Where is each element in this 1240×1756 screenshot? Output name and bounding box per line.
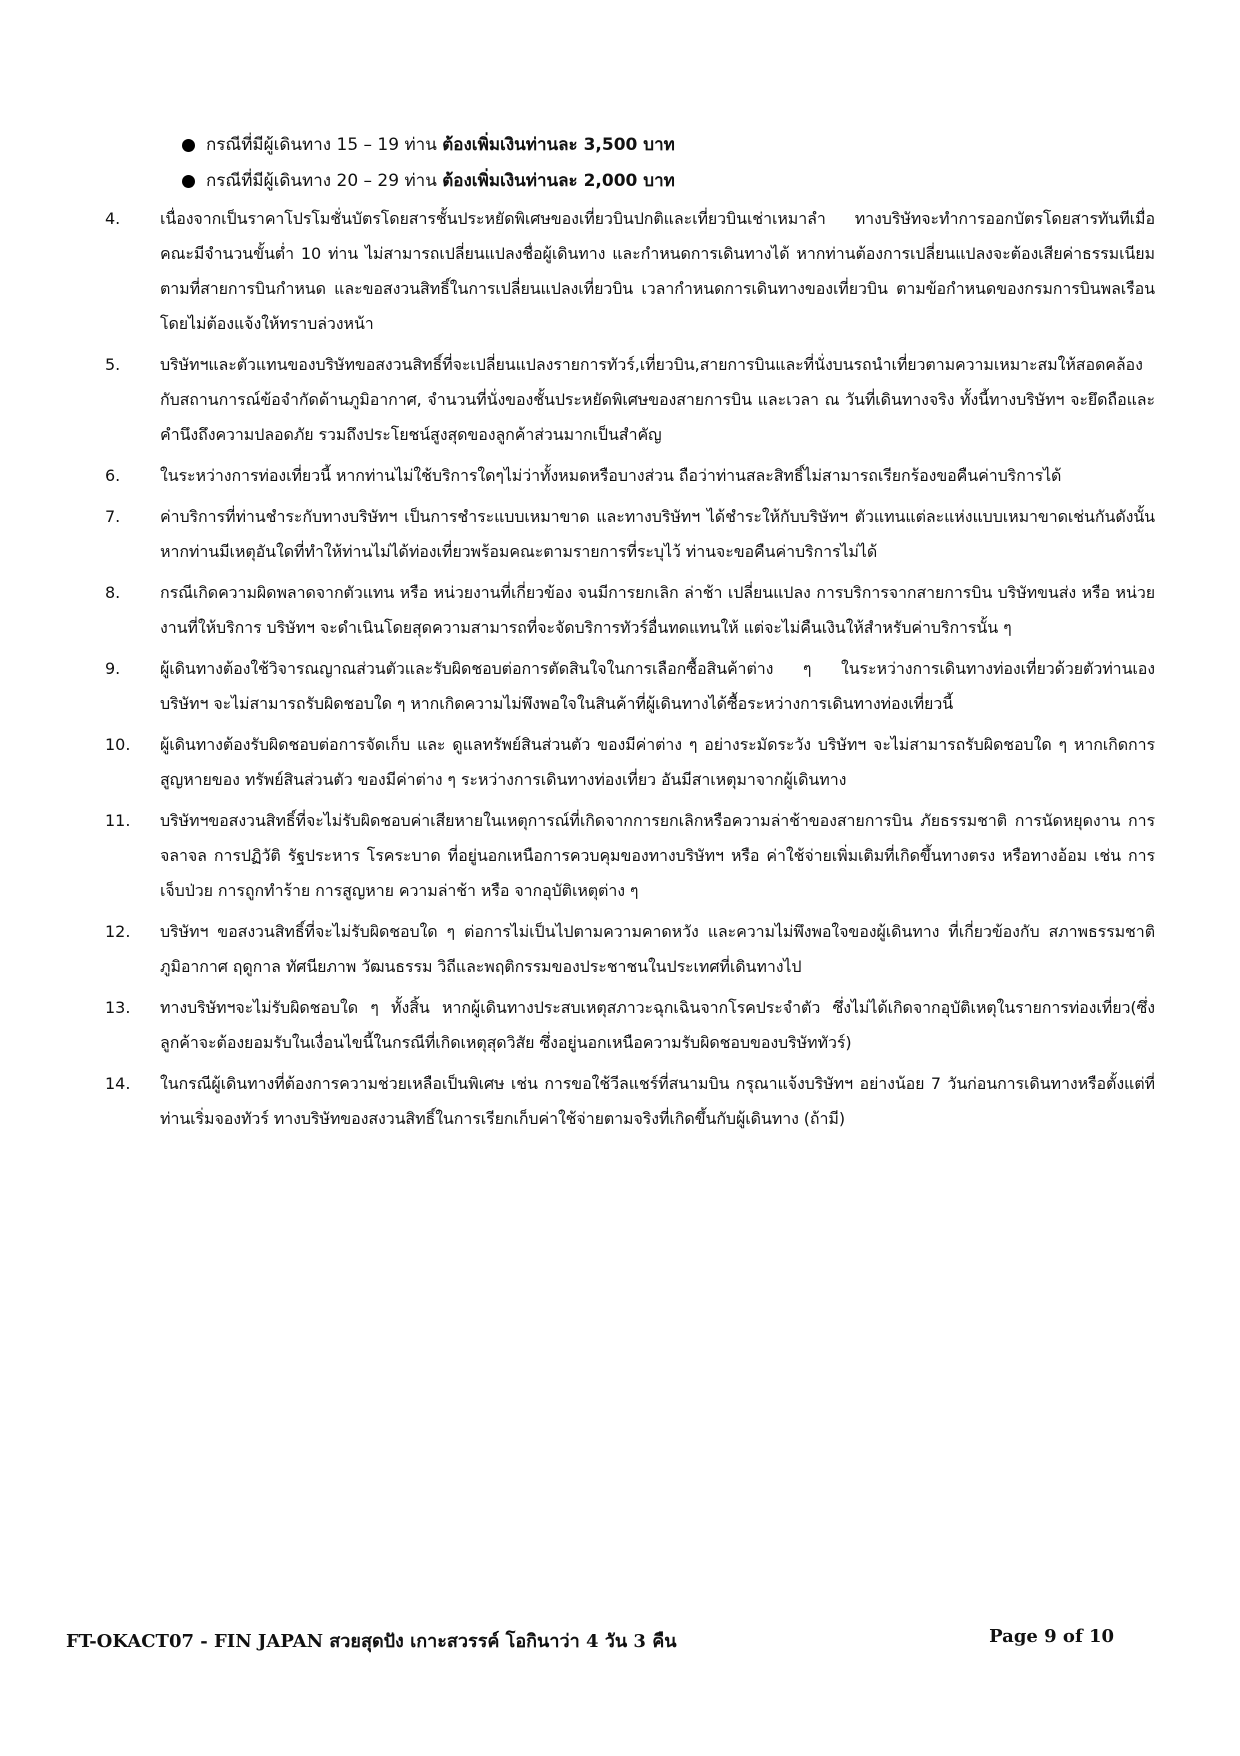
bullet-prefix: กรณีที่มีผู้เดินทาง 20 – 29 ท่าน bbox=[206, 171, 443, 191]
term-text: ค่าบริการที่ท่านชำระกับทางบริษัทฯ เป็นการชำระแบบเหมาขาด และทางบริษัทฯ ได้ชำระให้กับบริษัทฯ ตัวแทนแต่ละแห่งแบบเหมาขาดเช่นกันดังนั้นหากท่านมีเหตุอันใดที่ทำให้ท่านไม่ได้ท่องเที่ยวพร้อมคณะตามรายการที่ระบุไว้ ท่านจะขอคืนค่าบริการไม่ได้ bbox=[160, 507, 1155, 561]
term-text: ผู้เดินทางต้องใช้วิจารณญาณส่วนตัวและรับผิดชอบต่อการตัดสินใจในการเลือกซื้อสินค้าต่าง ๆ ในระหว่างการเดินทางท่องเที่ยวด้วยตัวท่านเอง บริษัทฯ จะไม่สามารถรับผิดชอบใด ๆ หากเกิดความไม่พึงพอใจในสินค้าที่ผู้เดินทางได้ซื้อระหว่างการเดินทางท่องเที่ยวนี้ bbox=[160, 659, 1155, 713]
term-text: เนื่องจากเป็นราคาโปรโมชั่นบัตรโดยสารชั้นประหยัดพิเศษของเที่ยวบินปกติและเที่ยวบินเช่าเหมาลำ ทางบริษัทจะทำการออกบัตรโดยสารทันทีเมื่อคณะมีจำนวนขั้นต่ำ 10 ท่าน ไม่สามารถเปลี่ยนแปลงชื่อผู้เดินทาง และกำหนดการเดินทางได้ หากท่านต้องการเปลี่ยนแปลงจะต้องเสียค่าธรรมเนียมตามที่สายการบินกำหนด และขอสงวนสิทธิ์ในการเปลี่ยนแปลงเที่ยวบิน เวลากำหนดการเดินทางของเที่ยวบิน ตามข้อกำหนดของกรมการบินพลเรือนโดยไม่ต้องแจ้งให้ทราบล่วงหน้า bbox=[160, 209, 1155, 333]
bullet-dot-icon bbox=[182, 175, 195, 188]
footer-page-number: Page 9 of 10 bbox=[989, 1626, 1114, 1647]
term-text: บริษัทฯและตัวแทนของบริษัทขอสงวนสิทธิ์ที่จะเปลี่ยนแปลงรายการทัวร์,เที่ยวบิน,สายการบินและที่นั่งบนรถนำเที่ยวตามความเหมาะสมให้สอดคล้องกับสถานการณ์ข้อจำกัดด้านภูมิอากาศ, จำนวนที่นั่งของชั้นประหยัดพิเศษของสายการบิน และเวลา ณ วันที่เดินทางจริง ทั้งนี้ทางบริษัทฯ จะยึดถือและคำนึงถึงความปลอดภัย รวมถึงประโยชน์สูงสุดของลูกค้าส่วนมากเป็นสำคัญ bbox=[160, 355, 1155, 444]
term-item bbox=[0, 803, 1240, 908]
term-number: 6. bbox=[105, 466, 121, 485]
term-number: 4. bbox=[105, 209, 121, 228]
term-item bbox=[0, 575, 1240, 645]
price-bullet-list bbox=[182, 128, 1142, 200]
term-item bbox=[0, 651, 1240, 721]
term-text: ในกรณีผู้เดินทางที่ต้องการความช่วยเหลือเป็นพิเศษ เช่น การขอใช้วีลแชร์ที่สนามบิน กรุณาแจ้งบริษัทฯ อย่างน้อย 7 วันก่อนการเดินทางหรือตั้งแต่ที่ท่านเริ่มจองทัวร์ ทางบริษัทของสงวนสิทธิ์ในการเรียกเก็บค่าใช้จ่ายตามจริงที่เกิดขึ้นกับผู้เดินทาง (ถ้ามี) bbox=[160, 1074, 1155, 1128]
term-number: 10. bbox=[105, 735, 131, 754]
term-item bbox=[0, 347, 1240, 452]
term-text: กรณีเกิดความผิดพลาดจากตัวแทน หรือ หน่วยงานที่เกี่ยวข้อง จนมีการยกเลิก ล่าช้า เปลี่ยนแปลง การบริการจากสายการบิน บริษัทขนส่ง หรือ หน่วยงานที่ให้บริการ บริษัทฯ จะดำเนินโดยสุดความสามารถที่จะจัดบริการทัวร์อื่นทดแทนให้ แต่จะไม่คืนเงินให้สำหรับค่าบริการนั้น ๆ bbox=[160, 583, 1155, 637]
term-item bbox=[0, 499, 1240, 569]
term-text: ทางบริษัทฯจะไม่รับผิดชอบใด ๆ ทั้งสิ้น หากผู้เดินทางประสบเหตุสภาวะฉุกเฉินจากโรคประจำตัว ซึ่งไม่ได้เกิดจากอุบัติเหตุในรายการท่องเที่ยว(ซึ่งลูกค้าจะต้องยอมรับในเงื่อนไขนี้ในกรณีที่เกิดเหตุสุดวิสัย ซึ่งอยู่นอกเหนือความรับผิดชอบของบริษัททัวร์) bbox=[160, 998, 1155, 1052]
term-number: 5. bbox=[105, 355, 121, 374]
term-item bbox=[0, 458, 1240, 493]
term-text: บริษัทฯขอสงวนสิทธิ์ที่จะไม่รับผิดชอบค่าเสียหายในเหตุการณ์ที่เกิดจากการยกเลิกหรือความล่าช้าของสายการบิน ภัยธรรมชาติ การนัดหยุดงาน การจลาจล การปฏิวัติ รัฐประหาร โรคระบาด ที่อยู่นอกเหนือการควบคุมของทางบริษัทฯ หรือ ค่าใช้จ่ายเพิ่มเติมที่เกิดขึ้นทางตรง หรือทางอ้อม เช่น การเจ็บป่วย การถูกทำร้าย การสูญหาย ความล่าช้า หรือ จากอุบัติเหตุต่าง ๆ bbox=[160, 811, 1155, 900]
term-number: 7. bbox=[105, 507, 121, 526]
term-text: ผู้เดินทางต้องรับผิดชอบต่อการจัดเก็บ และ ดูแลทรัพย์สินส่วนตัว ของมีค่าต่าง ๆ อย่างระมัดระวัง บริษัทฯ จะไม่สามารถรับผิดชอบใด ๆ หากเกิดการสูญหายของ ทรัพย์สินส่วนตัว ของมีค่าต่าง ๆ ระหว่างการเดินทางท่องเที่ยว อันมีสาเหตุมาจากผู้เดินทาง bbox=[160, 735, 1155, 789]
term-item bbox=[0, 201, 1240, 341]
terms-list bbox=[0, 201, 1240, 1142]
term-text: ในระหว่างการท่องเที่ยวนี้ หากท่านไม่ใช้บริการใดๆไม่ว่าทั้งหมดหรือบางส่วน ถือว่าท่านสละสิทธิ์ไม่สามารถเรียกร้องขอคืนค่าบริการได้ bbox=[160, 466, 1062, 485]
bullet-item bbox=[182, 164, 1142, 200]
footer-document-title: FT-OKACT07 - FIN JAPAN สวยสุดปัง เกาะสวรรค์ โอกินาว่า 4 วัน 3 คืน bbox=[66, 1631, 677, 1652]
term-number: 11. bbox=[105, 811, 131, 830]
term-item bbox=[0, 990, 1240, 1060]
bullet-bold: ต้องเพิ่มเงินท่านละ 2,000 บาท bbox=[442, 171, 675, 191]
term-text: บริษัทฯ ขอสงวนสิทธิ์ที่จะไม่รับผิดชอบใด ๆ ต่อการไม่เป็นไปตามความคาดหวัง และความไม่พึงพอใจของผู้เดินทาง ที่เกี่ยวข้องกับ สภาพธรรมชาติ ภูมิอากาศ ฤดูกาล ทัศนียภาพ วัฒนธรรม วิถีและพฤติกรรมของประชาชนในประเทศที่เดินทางไป bbox=[160, 922, 1155, 976]
term-number: 12. bbox=[105, 922, 131, 941]
term-number: 8. bbox=[105, 583, 121, 602]
term-number: 14. bbox=[105, 1074, 131, 1093]
bullet-dot-icon bbox=[182, 139, 195, 152]
term-item bbox=[0, 727, 1240, 797]
bullet-item bbox=[182, 128, 1142, 164]
bullet-prefix: กรณีที่มีผู้เดินทาง 15 – 19 ท่าน bbox=[206, 135, 443, 155]
term-number: 9. bbox=[105, 659, 121, 678]
page-footer bbox=[66, 1626, 1176, 1656]
bullet-bold: ต้องเพิ่มเงินท่านละ 3,500 บาท bbox=[442, 135, 675, 155]
term-item bbox=[0, 914, 1240, 984]
term-item bbox=[0, 1066, 1240, 1136]
term-number: 13. bbox=[105, 998, 131, 1017]
